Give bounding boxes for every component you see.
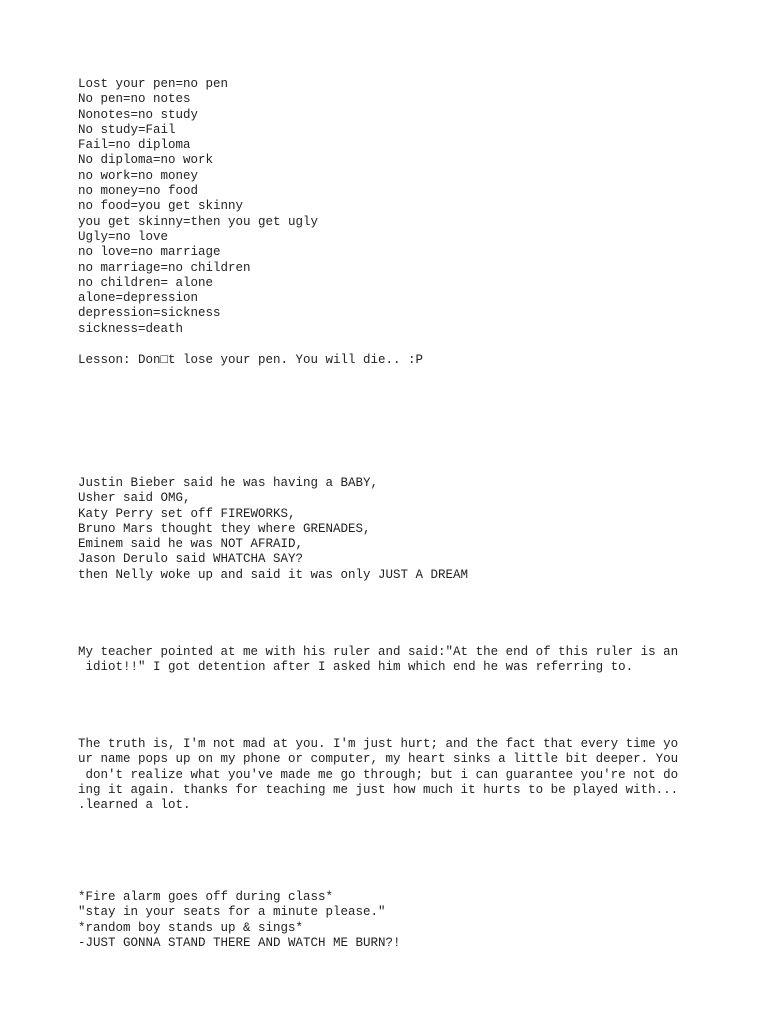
- celebrity-story-line: Usher said OMG,: [78, 491, 191, 506]
- pen-chain-line: No pen=no notes: [78, 92, 191, 107]
- fire-alarm-text: [78, 890, 401, 951]
- pen-chain-line: Ugly=no love: [78, 229, 169, 244]
- fire-alarm-line: *Fire alarm goes off during class*: [78, 890, 334, 904]
- pen-chain-line: no marriage=no children: [78, 260, 251, 275]
- truth-message-line: ur name pops up on my phone or computer, my heart sinks a little bit deeper. You: [78, 752, 679, 767]
- pen-chain-line: no money=no food: [78, 184, 199, 199]
- pen-chain-line: Lost your pen=no pen: [78, 77, 229, 91]
- teacher-joke-line: My teacher pointed at me with his ruler and said:"At the end of this ruler is an: [78, 645, 679, 659]
- pen-chain-line: Nonotes=no study: [78, 107, 199, 122]
- pen-chain-line: no work=no money: [78, 168, 199, 183]
- pen-chain-line: sickness=death: [78, 321, 184, 336]
- celebrity-story-text: [78, 476, 468, 583]
- teacher-joke-line: idiot!!" I got detention after I asked him which end he was referring to.: [78, 660, 634, 675]
- pen-chain-line: depression=sickness: [78, 306, 221, 321]
- pen-chain-line: no food=you get skinny: [78, 199, 244, 214]
- pen-chain-line: no children= alone: [78, 275, 214, 290]
- fire-alarm-line: *random boy stands up & sings*: [78, 920, 304, 935]
- celebrity-story-line: Justin Bieber said he was having a BABY,: [78, 476, 379, 490]
- truth-message-line: .learned a lot.: [78, 798, 191, 813]
- fire-alarm-line: "stay in your seats for a minute please.": [78, 905, 386, 920]
- pen-chain-text: [78, 77, 318, 337]
- pen-chain-line: Fail=no diploma: [78, 138, 191, 153]
- fire-alarm-line: -JUST GONNA STAND THERE AND WATCH ME BURN?!: [78, 935, 401, 950]
- pen-lesson-line: Lesson: Don□t lose your pen. You will die.. :P: [78, 353, 424, 367]
- teacher-joke-text: [78, 645, 678, 676]
- truth-message-text: [78, 737, 678, 813]
- pen-chain-line: no love=no marriage: [78, 245, 221, 260]
- pen-chain-line: alone=depression: [78, 291, 199, 306]
- truth-message-line: ing it again. thanks for teaching me just how much it hurts to be played with...: [78, 782, 679, 797]
- pen-chain-line: No study=Fail: [78, 122, 176, 137]
- celebrity-story-line: Jason Derulo said WHATCHA SAY?: [78, 552, 304, 567]
- pen-chain-line: you get skinny=then you get ugly: [78, 214, 319, 229]
- pen-lesson-text: [78, 353, 423, 368]
- celebrity-story-line: Bruno Mars thought they where GRENADES,: [78, 521, 371, 536]
- celebrity-story-line: Katy Perry set off FIREWORKS,: [78, 506, 296, 521]
- truth-message-line: don't realize what you've made me go through; but i can guarantee you're not do: [78, 767, 679, 782]
- truth-message-line: The truth is, I'm not mad at you. I'm just hurt; and the fact that every time yo: [78, 737, 679, 751]
- celebrity-story-line: Eminem said he was NOT AFRAID,: [78, 537, 304, 552]
- celebrity-story-line: then Nelly woke up and said it was only JUST A DREAM: [78, 567, 469, 582]
- pen-chain-line: No diploma=no work: [78, 153, 214, 168]
